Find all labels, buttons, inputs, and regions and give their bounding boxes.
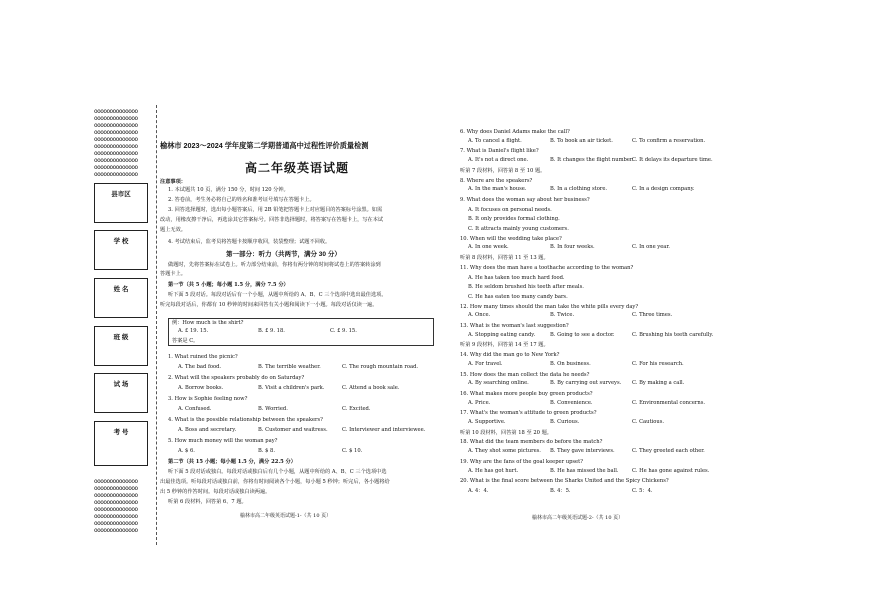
p2-question-line-25: 15. How does the man collect the data he needs? xyxy=(460,371,590,378)
example-option-b: B. £ 9. 18. xyxy=(258,328,285,334)
circle-pattern-top: oooooooooooooo oooooooooooooo oooooooooooooo oooooooooooooo oooooooooooooo oooooooooooooo oooooooooooooo oooooooooooooo oooooooooooooo oooooooooooooo xyxy=(94,108,138,178)
p2-question-line-4: 听第 7 段材料，回答第 8 至 10 题。 xyxy=(460,167,546,174)
p2-line-35-option-a[interactable]: A. He has got hurt. xyxy=(468,467,519,474)
note-4: 4. 考试结束后，监考员将答题卡按顺序收回，装袋整理；试题不回收。 xyxy=(168,239,331,245)
p2-question-line-23: 14. Why did the man go to New York? xyxy=(460,352,560,359)
p2-line-35-option-b[interactable]: B. He has missed the ball. xyxy=(550,467,619,474)
question-4-option-b[interactable]: B. Customer and waitress. xyxy=(258,427,328,433)
note-3b: 改动，用橡皮擦干净后，再选涂其它答案标号。回答非选择题时，将答案写在答题卡上，写在本试 xyxy=(160,217,384,223)
sec1-title: 第一节（共 5 小题；每小题 1.5 分，满分 7.5 分） xyxy=(168,282,289,288)
note-3c: 题上无效。 xyxy=(160,227,186,233)
p2-line-28-option-c[interactable]: C. Environmental concerns. xyxy=(632,399,706,406)
p2-option-line-17[interactable]: C. He has eaten too many candy bars. xyxy=(468,293,568,300)
p2-question-line-18: 12. How many times should the man take the white pills every day? xyxy=(460,303,639,310)
p2-line-24-option-b[interactable]: B. On business. xyxy=(550,360,591,367)
field-school[interactable]: 学 校 xyxy=(94,230,148,270)
note-1: 1. 本试题共 10 页，满分 150 分，时间 120 分钟。 xyxy=(168,187,289,193)
p2-line-6-option-c[interactable]: C. In a design company. xyxy=(632,186,695,193)
question-2-option-c[interactable]: C. Attend a book sale. xyxy=(342,385,400,391)
p2-line-26-option-c[interactable]: C. By making a call. xyxy=(632,380,685,387)
sec1-intro-2: 听完每段对话后，你都有 10 秒钟的时间来回答有关小题和阅读下一小题。每段对话仅读一遍。 xyxy=(160,302,378,308)
p2-question-line-36: 20. What is the final score between the Sharks United and the Spicy Chickens? xyxy=(460,478,669,485)
page2-footer: 榆林市高二年级英语试题-2-（共 10 页） xyxy=(532,515,624,521)
p2-line-24-option-c[interactable]: C. For his research. xyxy=(632,360,684,367)
p2-question-line-7: 9. What does the woman say about her business? xyxy=(460,196,590,203)
p2-question-line-11: 10. When will the wedding take place? xyxy=(460,235,562,242)
page1-footer: 榆林市高二年级英语试题-1-（共 10 页） xyxy=(240,513,332,519)
p2-question-line-20: 13. What is the woman's last suggestion? xyxy=(460,323,569,329)
question-2: 2. What will the speakers probably do on Saturday? xyxy=(168,375,305,381)
example-option-c: C. £ 9. 15. xyxy=(330,328,357,334)
example-question: 例：How much is the shirt? xyxy=(172,320,244,326)
p2-option-line-15[interactable]: A. He has taken too much hard food. xyxy=(468,274,565,281)
question-2-option-b[interactable]: B. Visit a children's park. xyxy=(258,385,325,391)
sec1-intro-1: 听下面 5 段对话。每段对话后有一个小题，从题中所给的 A、B、C 三个选项中选出最佳选项。 xyxy=(168,292,387,298)
question-1-option-c[interactable]: C. The rough mountain road. xyxy=(342,364,419,370)
question-2-option-a[interactable]: A. Borrow books. xyxy=(178,385,224,391)
exam-header: 榆林市 2023～2024 学年度第二学期普通高中过程性评价质量检测 xyxy=(160,141,369,150)
example-option-a: A. £ 19. 15. xyxy=(178,328,209,334)
question-3-option-a[interactable]: A. Confused. xyxy=(178,406,212,412)
p2-question-line-14: 11. Why does the man have a toothache according to the woman? xyxy=(460,264,634,271)
p2-question-line-34: 19. Why are the fans of the goal keeper upset? xyxy=(460,458,583,465)
part1-intro-1: 做题时，先将答案标在试卷上。听力部分结束前，你将有两分钟的时间将试卷上的答案转涂到 xyxy=(168,262,381,268)
p2-line-28-option-a[interactable]: A. Price. xyxy=(468,399,491,406)
p2-line-21-option-c[interactable]: C. Brushing his teeth carefully. xyxy=(632,331,714,338)
p2-question-line-2: 7. What is Daniel's flight like? xyxy=(460,148,539,155)
p2-line-21-option-b[interactable]: B. Going to see a doctor. xyxy=(550,331,615,338)
question-5-option-b[interactable]: B. $ 8. xyxy=(258,448,276,454)
p2-line-19-option-c[interactable]: C. Three times. xyxy=(632,312,673,319)
p2-line-3-option-c[interactable]: C. It delays its departure time. xyxy=(632,157,713,164)
notes-title: 注意事项： xyxy=(160,179,186,185)
p2-question-line-0: 6. Why does Daniel Adams make the call? xyxy=(460,129,570,135)
p2-line-26-option-a[interactable]: A. By searching online. xyxy=(468,380,529,387)
exam-title: 高二年级英语试题 xyxy=(245,161,350,175)
note-2: 2. 答卷前，考生务必将自己的姓名和准考证号填写在答题卡上。 xyxy=(168,197,315,203)
binding-strip xyxy=(88,108,150,538)
question-5-option-a[interactable]: A. $ 6. xyxy=(178,448,195,454)
p2-question-line-32: 18. What did the team members do before the match? xyxy=(460,439,603,446)
p2-line-35-option-c[interactable]: C. He has gone against rules. xyxy=(632,467,710,474)
p2-option-line-9[interactable]: B. It only provides formal clothing. xyxy=(468,216,560,223)
circle-pattern-bottom: oooooooooooooo oooooooooooooo oooooooooooooo oooooooooooooo oooooooooooooo oooooooooooooo oooooooooooooo oooooooooooooo xyxy=(94,478,138,534)
p2-line-19-option-b[interactable]: B. Twice. xyxy=(550,312,575,319)
p2-line-26-option-b[interactable]: B. By carrying out surveys. xyxy=(550,380,622,387)
p2-line-28-option-b[interactable]: B. Convenience. xyxy=(550,399,593,406)
p2-question-line-13: 听第 8 段材料，回答第 11 至 13 题。 xyxy=(460,255,549,262)
p2-line-12-option-c[interactable]: C. In one year. xyxy=(632,244,670,251)
p2-option-line-16[interactable]: B. He seldom brushed his teeth after meals. xyxy=(468,284,584,291)
p2-line-37-option-a[interactable]: A. 4：4. xyxy=(468,487,489,494)
p2-line-37-option-b[interactable]: B. 4：5. xyxy=(550,487,571,494)
field-county[interactable]: 县市区 xyxy=(94,183,148,223)
p2-line-12-option-b[interactable]: B. In four weeks. xyxy=(550,244,595,251)
sec2-intro-3: 出 5 秒钟的作答时间。每段对话或独白读两遍。 xyxy=(160,489,271,495)
p2-line-37-option-c[interactable]: C. 5：4. xyxy=(632,487,653,494)
sec2-intro-2: 出最佳选项。听每段对话或独白前，你将有时间阅读各个小题，每小题 5 秒钟；听完后，各小题将给 xyxy=(160,479,390,485)
p2-question-line-27: 16. What makes more people buy green products? xyxy=(460,390,593,397)
p2-line-33-option-b[interactable]: B. They gave interviews. xyxy=(550,448,615,455)
field-exam-room[interactable]: 试 场 xyxy=(94,373,148,413)
p2-line-33-option-c[interactable]: C. They greeted each other. xyxy=(632,448,705,455)
question-1-option-a[interactable]: A. The bad food. xyxy=(178,364,222,370)
sec2-title: 第二节（共 15 小题；每小题 1.5 分，满分 22.5 分） xyxy=(168,459,296,465)
p2-line-33-option-a[interactable]: A. They shot some pictures. xyxy=(468,448,541,455)
p2-line-19-option-a[interactable]: A. Once. xyxy=(468,312,491,319)
field-class[interactable]: 班 级 xyxy=(94,326,148,366)
p2-line-30-option-a[interactable]: A. Supportive. xyxy=(468,419,506,425)
p2-line-3-option-b[interactable]: B. It changes the flight number. xyxy=(550,157,634,164)
question-5-option-c[interactable]: C. $ 10. xyxy=(342,448,363,454)
question-4-option-a[interactable]: A. Boss and secretary. xyxy=(178,427,237,433)
p2-option-line-10[interactable]: C. It attracts mainly young customers. xyxy=(468,226,569,232)
seal-line xyxy=(156,105,157,545)
question-1-option-b[interactable]: B. The terrible weather. xyxy=(258,364,321,370)
sec2-intro-1: 听下面 5 段对话或独白。每段对话或独白后有几个小题，从题中所给的 A、B、C 三个选项中选 xyxy=(168,469,387,475)
p2-option-line-8[interactable]: A. It focuses on personal needs. xyxy=(468,206,552,213)
part1-heading: 第一部分：听力（共两节，满分 30 分） xyxy=(226,251,341,258)
p2-line-1-option-c[interactable]: C. To confirm a reservation. xyxy=(632,137,706,144)
question-3-option-b[interactable]: B. Worried. xyxy=(258,406,288,412)
p2-question-line-22: 听第 9 段材料，回答第 14 至 17 题。 xyxy=(460,342,549,349)
p2-line-24-option-a[interactable]: A. For travel. xyxy=(468,360,503,367)
question-3-option-c[interactable]: C. Excited. xyxy=(342,406,371,412)
field-name[interactable]: 姓 名 xyxy=(94,278,148,318)
p2-line-30-option-b[interactable]: B. Curious. xyxy=(550,419,580,425)
p2-line-3-option-a[interactable]: A. It's not a direct one. xyxy=(468,157,529,164)
p2-line-6-option-a[interactable]: A. In the man's house. xyxy=(468,186,527,193)
question-3: 3. How is Sophie feeling now? xyxy=(168,396,248,402)
p2-question-line-5: 8. Where are the speakers? xyxy=(460,177,533,184)
p2-line-30-option-c[interactable]: C. Cautious. xyxy=(632,419,665,425)
p2-line-1-option-b[interactable]: B. To book an air ticket. xyxy=(550,137,613,144)
p2-question-line-29: 17. What's the woman's attitude to green products? xyxy=(460,410,597,417)
p2-line-12-option-a[interactable]: A. In one week. xyxy=(468,244,509,251)
p2-line-1-option-a[interactable]: A. To cancel a flight. xyxy=(468,137,522,144)
p2-line-21-option-a[interactable]: A. Stopping eating candy. xyxy=(468,331,536,338)
part1-intro-2: 答题卡上。 xyxy=(160,271,186,277)
question-5: 5. How much money will the woman pay? xyxy=(168,438,278,444)
question-4-option-c[interactable]: C. Interviewer and interviewee. xyxy=(342,427,426,433)
p2-line-6-option-b[interactable]: B. In a clothing store. xyxy=(550,186,608,193)
question-1: 1. What ruined the picnic? xyxy=(168,354,238,360)
field-exam-number[interactable]: 考 号 xyxy=(94,421,148,466)
p2-question-line-31: 听第 10 段材料，回答第 18 至 20 题。 xyxy=(460,429,552,436)
question-4: 4. What is the possible relationship between the speakers? xyxy=(168,417,323,423)
note-3: 3. 回答选择题时，选出每小题答案后，用 2B 铅笔把答题卡上对应题目的答案标号涂黑。如需 xyxy=(168,207,383,213)
sec2-intro-4: 听第 6 段材料，回答第 6、7 题。 xyxy=(168,499,247,505)
example-answer: 答案是 C。 xyxy=(172,338,199,344)
